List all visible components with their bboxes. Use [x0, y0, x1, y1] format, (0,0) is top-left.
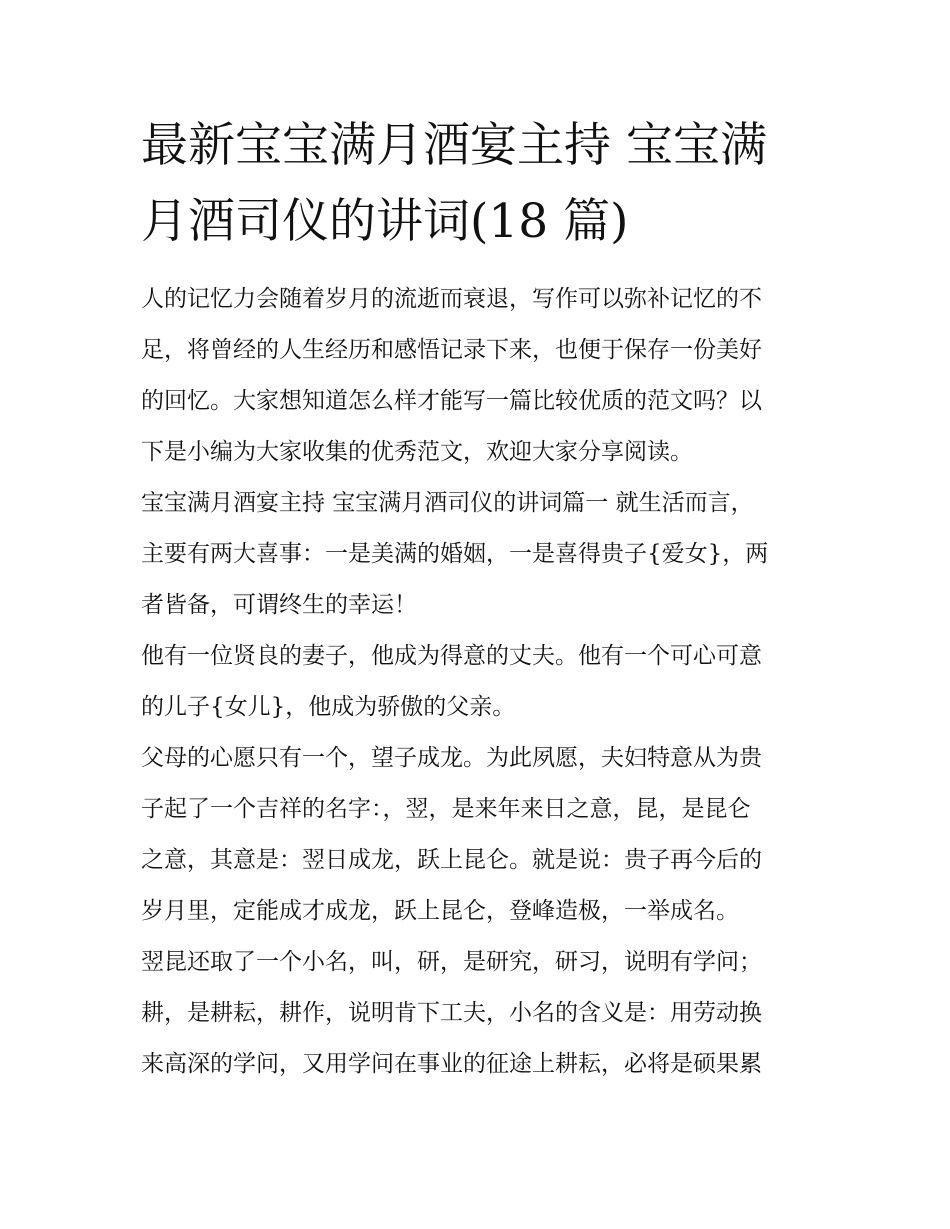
paragraph-line: 他有一位贤良的妻子，他成为得意的丈夫。他有一个可心可意: [141, 643, 762, 669]
paragraph-line: 岁月里，定能成才成龙，跃上昆仑，登峰造极，一举成名。: [141, 898, 739, 924]
paragraph-line: 人的记忆力会随着岁月的流逝而衰退，写作可以弥补记忆的不: [141, 286, 762, 312]
paragraph-line: 翌昆还取了一个小名，叫，研，是研究，研习，说明有学问；: [141, 949, 762, 975]
paragraph-line: 父母的心愿只有一个，望子成龙。为此夙愿，夫妇特意从为贵: [141, 745, 762, 771]
document-title: [141, 108, 813, 260]
paragraph-3: [141, 631, 813, 733]
paragraph-line: 耕，是耕耘，耕作，说明肯下工夫，小名的含义是：用劳动换: [141, 1000, 762, 1026]
paragraph-line: 足，将曾经的人生经历和感悟记录下来，也便于保存一份美好: [141, 337, 762, 363]
document-content: [141, 108, 813, 1090]
paragraph-line: 的回忆。大家想知道怎么样才能写一篇比较优质的范文吗？以: [141, 388, 762, 414]
paragraph-4: [141, 733, 813, 937]
paragraph-line: 之意，其意是：翌日成龙，跃上昆仑。就是说：贵子再今后的: [141, 847, 762, 873]
paragraph-2: [141, 478, 813, 631]
paragraph-line: 来高深的学问，又用学问在事业的征途上耕耘，必将是硕果累: [141, 1051, 762, 1077]
paragraph-1: [141, 274, 813, 478]
paragraph-line: 宝宝满月酒宴主持 宝宝满月酒司仪的讲词篇一 就生活而言，: [141, 490, 754, 516]
paragraph-line: 主要有两大喜事：一是美满的婚姻，一是喜得贵子{爱女}，两: [141, 541, 769, 567]
title-line-1: 最新宝宝满月酒宴主持 宝宝满: [141, 118, 767, 173]
paragraph-line: 下是小编为大家收集的优秀范文，欢迎大家分享阅读。: [141, 439, 693, 465]
paragraph-line: 者皆备，可谓终生的幸运！: [141, 592, 417, 618]
paragraph-line: 子起了一个吉祥的名字：，翌，是来年来日之意，昆，是昆仑: [141, 796, 751, 822]
title-line-2: 月酒司仪的讲词(18 篇): [141, 194, 629, 249]
paragraph-5: [141, 937, 813, 1090]
paragraph-line: 的儿子{女儿}，他成为骄傲的父亲。: [141, 694, 516, 720]
